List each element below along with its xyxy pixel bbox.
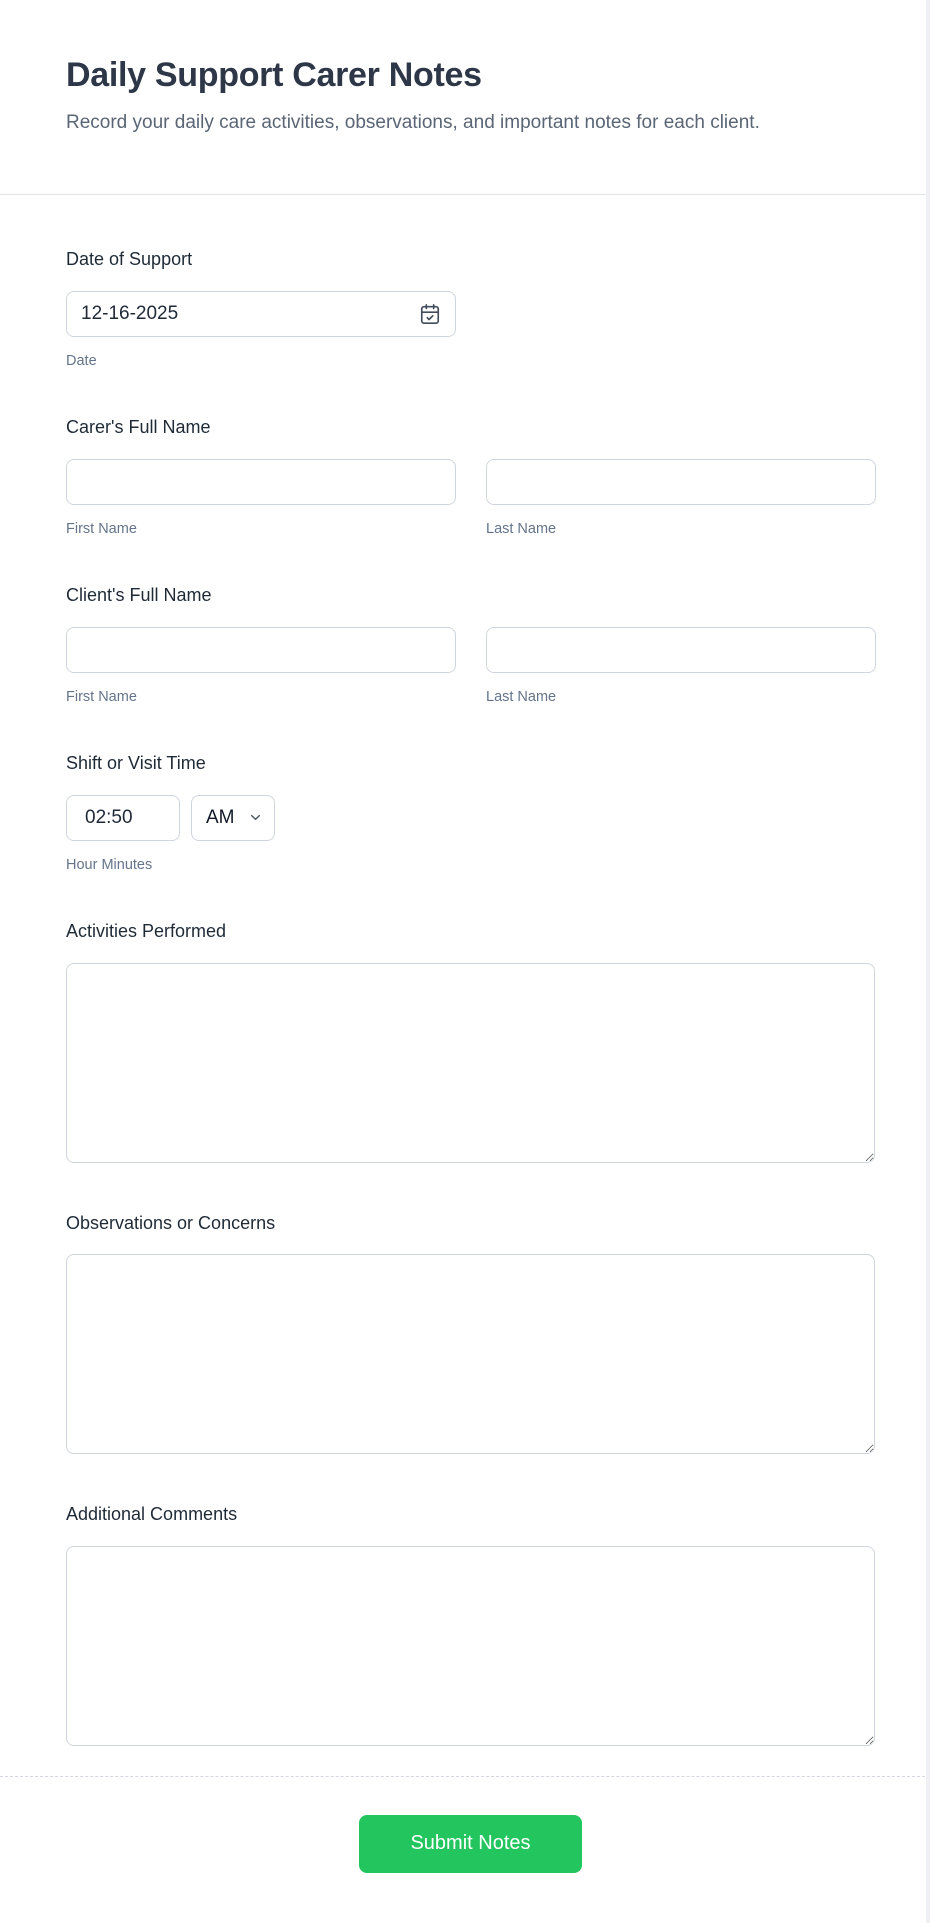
form-actions — [0, 1777, 875, 1923]
observations-label: Observations or Concerns — [66, 1212, 276, 1233]
date-of-support-input[interactable] — [66, 291, 456, 337]
client-last-name-col — [486, 627, 876, 706]
field-carer-name — [66, 417, 875, 538]
client-name-row — [66, 627, 875, 706]
shift-time-input[interactable] — [66, 795, 180, 841]
carer-first-name-col — [66, 459, 456, 538]
carer-first-name-sublabel: First Name — [66, 520, 137, 537]
field-shift-time — [66, 753, 875, 874]
calendar-check-icon[interactable] — [419, 303, 441, 325]
field-comments — [66, 1504, 875, 1746]
client-first-name-sublabel: First Name — [66, 688, 137, 705]
client-name-label: Client's Full Name — [66, 585, 212, 606]
shift-time-row — [66, 795, 875, 841]
page-scrollbar[interactable] — [926, 0, 930, 1923]
meridiem-select[interactable] — [191, 795, 275, 841]
client-first-name-input[interactable] — [66, 627, 456, 673]
carer-last-name-input[interactable] — [486, 459, 876, 505]
field-activities — [66, 921, 875, 1163]
submit-notes-button[interactable]: Submit Notes — [359, 1815, 582, 1873]
form-body — [0, 195, 875, 1746]
meridiem-value: AM — [206, 806, 235, 828]
date-sublabel: Date — [66, 352, 97, 369]
carer-name-label: Carer's Full Name — [66, 417, 211, 438]
chevron-down-icon — [248, 810, 263, 825]
page-subtitle: Record your daily care activities, observations, and important notes for each client. — [66, 111, 760, 133]
carer-last-name-sublabel: Last Name — [486, 520, 557, 537]
carer-name-row — [66, 459, 875, 538]
date-input-wrap — [66, 291, 456, 337]
carer-last-name-col — [486, 459, 876, 538]
observations-textarea[interactable] — [66, 1254, 875, 1454]
comments-label: Additional Comments — [66, 1504, 238, 1525]
shift-time-label: Shift or Visit Time — [66, 753, 206, 773]
field-observations — [66, 1213, 875, 1455]
field-date-of-support — [66, 249, 875, 370]
client-first-name-col — [66, 627, 456, 706]
page-title: Daily Support Carer Notes — [66, 56, 482, 94]
date-of-support-label: Date of Support — [66, 249, 193, 270]
carer-first-name-input[interactable] — [66, 459, 456, 505]
form-header — [0, 0, 930, 195]
activities-textarea[interactable] — [66, 963, 875, 1163]
shift-time-sublabel: Hour Minutes — [66, 856, 153, 873]
field-client-name — [66, 585, 875, 706]
client-last-name-sublabel: Last Name — [486, 688, 557, 705]
activities-label: Activities Performed — [66, 920, 227, 941]
client-last-name-input[interactable] — [486, 627, 876, 673]
comments-textarea[interactable] — [66, 1546, 875, 1746]
